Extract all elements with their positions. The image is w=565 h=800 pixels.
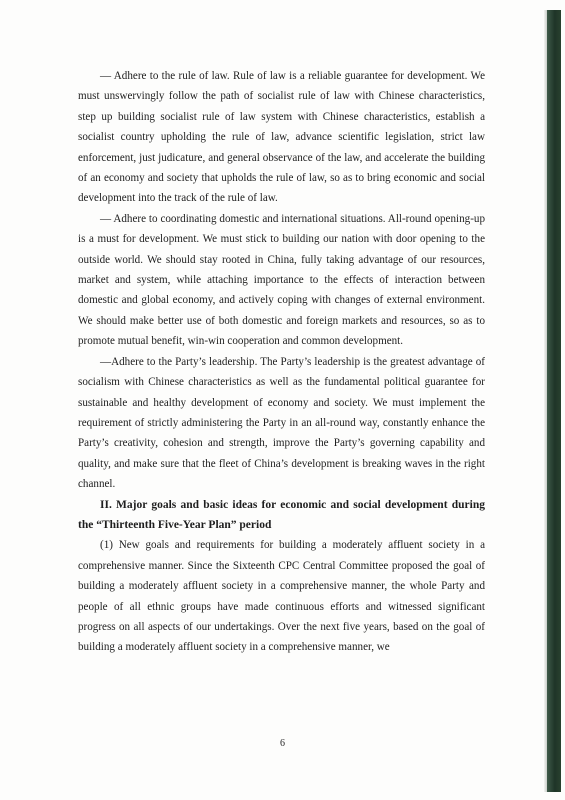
paragraph-party-leadership: —Adhere to the Party’s leadership. The Party’s leadership is the greatest advantage of socialism with Chinese characteristics as well as the fundamental political guarantee for sustainable and healthy development of economy and society. We must implement the requirement of strictly administering the Party in an all-round way, constantly enhance the Party’s creativity, cohesion and strength, improve the Party’s governing capability and quality, and make sure that the fleet of China’s development is breaking waves in the right channel. <box>78 355 485 491</box>
paragraph-domestic-international: — Adhere to coordinating domestic and international situations. All-round opening-up is a must for development. We must stick to building our nation with door opening to the outside world. We should stay rooted in China, fully taking advantage of our resources, market and system, while attaching importance to the effects of interaction between domestic and global economy, and actively coping with changes of external environment. We should make better use of both domestic and foreign markets and resources, so as to promote mutual benefit, win-win cooperation and common development. <box>78 212 485 348</box>
paragraph-new-goals: (1) New goals and requirements for building a moderately affluent society in a comprehensive manner. Since the Sixteenth CPC Central Committee proposed the goal of building a moderately affluent society in a comprehensive manner, the whole Party and people of all ethnic groups have made continuous efforts and witnessed significant progress on all aspects of our undertakings. Over the next five years, based on the goal of building a moderately affluent society in a comprehensive manner, we <box>78 539 485 654</box>
document-body <box>78 66 485 658</box>
binding-edge <box>547 10 561 792</box>
page-number: 6 <box>280 738 285 749</box>
section-heading: II. Major goals and basic ideas for economic and social development during the “Thirteenth Five-Year Plan” period <box>78 498 485 531</box>
paragraph-rule-of-law: — Adhere to the rule of law. Rule of law is a reliable guarantee for development. We must unswervingly follow the path of socialist rule of law with Chinese characteristics, step up building socialist rule of law system with Chinese characteristics, establish a socialist country upholding the rule of law, advance scientific legislation, strict law enforcement, just judicature, and general observance of the law, and accelerate the building of an economy and society that upholds the rule of law, so as to bring economic and social development into the track of the rule of law. <box>78 70 485 205</box>
